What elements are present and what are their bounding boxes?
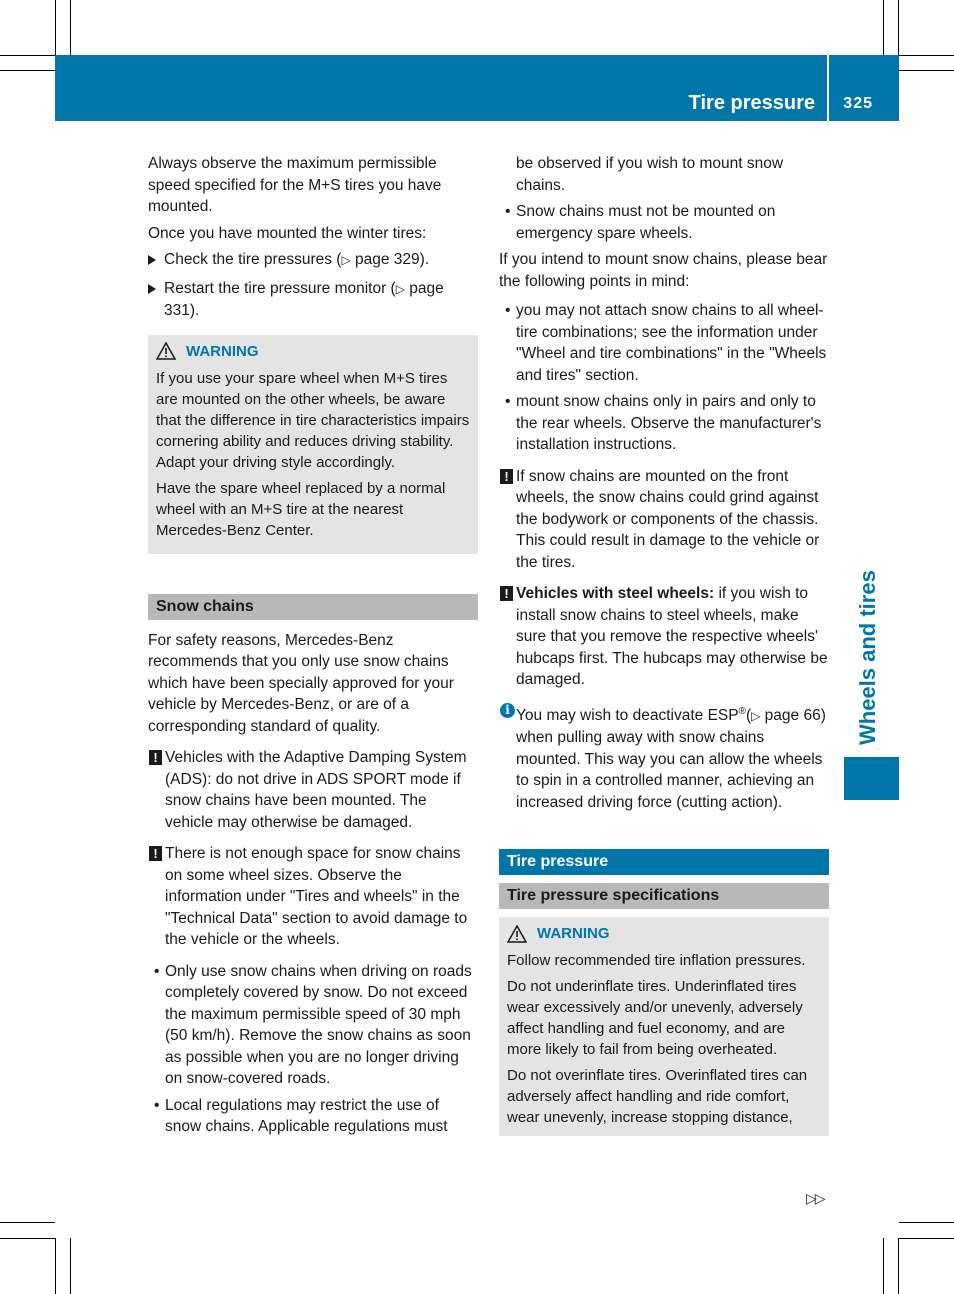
crop-mark <box>898 1238 899 1294</box>
page-number: 325 <box>843 95 873 112</box>
crop-mark <box>0 70 55 71</box>
section-heading-tire-pressure: Tire pressure <box>499 849 829 875</box>
info-icon: i <box>500 703 515 718</box>
crop-mark <box>0 55 55 56</box>
list-item: • Local regulations may restrict the use of snow chains. Applicable regulations must <box>154 1096 448 1135</box>
warning-triangle-icon <box>507 925 527 943</box>
crop-mark <box>899 55 954 56</box>
chapter-tab-marker <box>844 757 899 800</box>
bullet-icon: • <box>505 302 511 319</box>
intro-paragraph: Once you have mounted the winter tires: <box>148 224 427 242</box>
arrow-icon <box>148 284 156 294</box>
crop-mark <box>55 1238 56 1294</box>
notice-item: ! There is not enough space for snow chains on some wheel sizes. Observe the information under "Tires and wheels" in the "Technical Data" section to avoid damage to the vehicle or the wheels. <box>148 843 478 951</box>
continued-icon: ▷▷ <box>806 1190 824 1206</box>
crop-mark <box>899 1238 954 1239</box>
warning-text: Do not underinflate tires. Underinflated tires wear excessively and/or unevenly, adversely affect handling and fuel economy, and are more likely to fail from being overheated. <box>507 978 803 1059</box>
notice-item: ! Vehicles with steel wheels: if you wish to install snow chains to steel wheels, make sure that you remove the respective wheels' hubcaps first. The hubcaps may otherwise be damaged. <box>499 583 829 691</box>
crop-mark <box>0 1222 55 1223</box>
info-item: i You may wish to deactivate ESP®(▷ page 66) when pulling away with snow chains mounted. This way you can allow the wheels to spin in a controlled manner, achieving an increased driving force (cutting action). <box>499 701 829 814</box>
bullet-icon: • <box>154 1096 160 1114</box>
intro-paragraph: Always observe the maximum permissible speed specified for the M+S tires you have mounted. <box>148 155 442 215</box>
page-reference-icon: ▷ <box>395 281 405 296</box>
list-item: • Only use snow chains when driving on roads completely covered by snow. Do not exceed the maximum permissible speed of 30 mph (50 km/h). Remove the snow chains as soon as possible when you are no longer driving on snow-covered roads. <box>154 962 472 1087</box>
page-header <box>55 55 899 121</box>
warning-text: If you use your spare wheel when M+S tires are mounted on the other wheels, be aware that the difference in tire characteristics impairs cornering ability and reduces driving stability. Adapt your driving style accordingly. <box>156 369 470 471</box>
page-reference-icon: ▷ <box>341 253 351 267</box>
crop-mark <box>883 1238 884 1294</box>
page-title: Tire pressure <box>688 92 815 114</box>
crop-mark <box>899 1222 954 1223</box>
subsection-heading-tire-pressure-specifications: Tire pressure specifications <box>499 883 829 909</box>
crop-mark <box>0 1238 55 1239</box>
list-item: • Snow chains must not be mounted on emergency spare wheels. <box>505 203 776 242</box>
bullet-icon: • <box>505 393 511 410</box>
crop-mark <box>55 0 56 55</box>
page-reference-icon: ▷ <box>751 708 761 723</box>
warning-heading: WARNING <box>156 341 470 362</box>
chapter-tab-label: Wheels and tires <box>855 570 880 745</box>
notice-item: ! If snow chains are mounted on the front wheels, the snow chains could grind against the bodywork or components of the chassis. This could result in damage to the vehicle or the tires. <box>499 466 829 574</box>
header-divider <box>827 55 829 121</box>
left-column <box>148 153 478 1143</box>
step-item: Check the tire pressures (▷ page 329). <box>148 249 478 272</box>
bullet-icon: • <box>505 203 511 220</box>
exclamation-icon: ! <box>149 846 162 861</box>
crop-mark <box>70 0 71 55</box>
list-item: • you may not attach snow chains to all wheel-tire combinations; see the information under "Wheel and tire combinations" in the "Wheels and tires" section. <box>505 302 827 384</box>
crop-mark <box>70 1238 71 1294</box>
body-paragraph: If you intend to mount snow chains, please bear the following points in mind: <box>499 251 828 290</box>
step-item: Restart the tire pressure monitor (▷ page 331). <box>148 278 478 322</box>
exclamation-icon: ! <box>500 469 513 484</box>
warning-box <box>499 917 829 1136</box>
list-item: • mount snow chains only in pairs and only to the rear wheels. Observe the manufacturer's installation instructions. <box>505 393 822 453</box>
list-item-continuation: be observed if you wish to mount snow chains. <box>516 155 784 194</box>
arrow-icon <box>148 255 156 265</box>
body-paragraph: For safety reasons, Mercedes-Benz recommends that you only use snow chains which have been specially approved for your vehicle by Mercedes-Benz, or are of a corresponding standard of quality. <box>148 631 454 735</box>
warning-box <box>148 335 478 554</box>
section-heading-snow-chains: Snow chains <box>148 594 478 620</box>
warning-text: Do not overinflate tires. Overinflated tires can adversely affect handling and ride comfort, wear unevenly, increase stopping distance, <box>507 1067 808 1127</box>
exclamation-icon: ! <box>149 750 162 765</box>
warning-heading: WARNING <box>507 923 821 944</box>
warning-text: Have the spare wheel replaced by a normal wheel with an M+S tire at the nearest Mercedes-Benz Center. <box>156 479 446 539</box>
notice-item: ! Vehicles with the Adaptive Damping System (ADS): do not drive in ADS SPORT mode if snow chains have been mounted. The vehicle may otherwise be damaged. <box>148 747 478 833</box>
crop-mark <box>883 0 884 55</box>
warning-triangle-icon <box>156 342 176 360</box>
warning-text: Follow recommended tire inflation pressures. <box>507 952 806 970</box>
crop-mark <box>898 0 899 55</box>
crop-mark <box>899 70 954 71</box>
right-column <box>499 153 829 1176</box>
exclamation-icon: ! <box>500 586 513 601</box>
bullet-icon: • <box>154 962 160 980</box>
